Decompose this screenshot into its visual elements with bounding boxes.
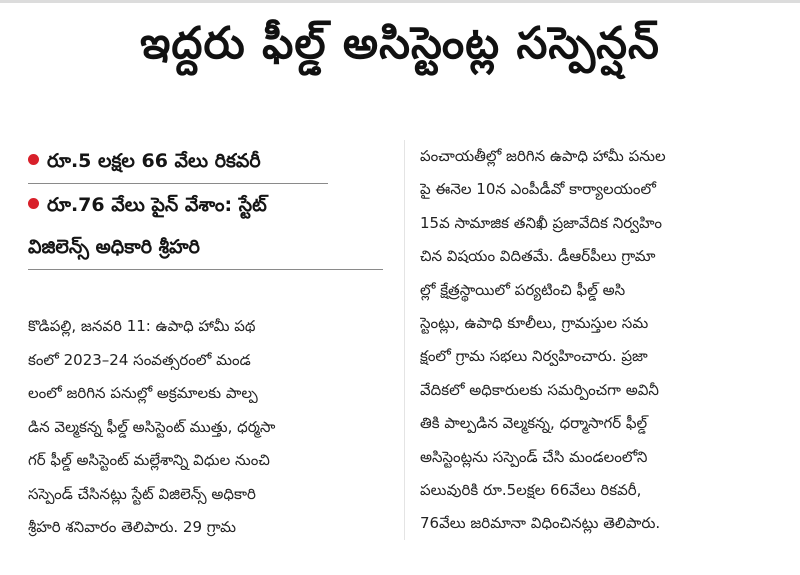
highlight-item-continued	[28, 226, 396, 268]
red-bullet-icon	[28, 154, 39, 165]
highlight-text: విజిలెన్స్ అధికారి శ్రీహరి	[28, 236, 200, 258]
body-line: పంచాయతీల్లో జరిగిన ఉపాధి హామీ పనుల	[420, 147, 666, 165]
top-rule	[0, 0, 800, 3]
body-line: 15వ సామాజిక తనిఖీ ప్రజావేదిక నిర్వహిం	[420, 213, 662, 232]
body-line: 76వేలు జరిమానా విధించినట్లు తెలిపారు.	[420, 514, 661, 533]
body-line: స్టెంట్లు, ఉపాధి కూలీలు, గ్రామస్తుల సమ	[420, 314, 649, 333]
headline: ఇద్దరు ఫీల్డ్ అసిస్టెంట్ల సస్పెన్షన్	[140, 18, 660, 69]
body-line: చిన విషయం విదితమే. డీఆర్‌పీలు గ్రామా	[420, 247, 656, 266]
body-line: వేదికలో అధికారులకు సమర్పించగా అవినీ	[420, 380, 659, 399]
body-line: పలువురికి రూ.5లక్షల 66వేలు రికవరీ,	[420, 481, 642, 500]
body-line: లంలో జరిగిన పనుల్లో అక్రమాలకు పాల్ప	[28, 384, 258, 402]
highlights-box	[28, 140, 396, 270]
body-line: అసిస్టెంట్లను సస్పెండ్ చేసి మండలంలోని	[420, 447, 648, 466]
red-bullet-icon	[28, 198, 39, 209]
body-line: ల్లో క్షేత్రస్థాయిలో పర్యటించి ఫీల్డ్ అసి	[420, 280, 626, 299]
body-line: కొడిపల్లి, జనవరి 11: ఉపాధి హామీ పథ	[28, 317, 256, 335]
highlight-text: రూ.76 వేలు పైన్ వేశాం: స్టేట్	[47, 194, 267, 216]
divider	[28, 269, 383, 270]
highlight-text: రూ.5 లక్షల 66 వేలు రికవరీ	[47, 150, 261, 172]
highlight-item	[28, 184, 396, 226]
body-line: శ్రీహరి శనివారం తెలిపారు. 29 గ్రామ	[28, 518, 237, 536]
column-divider	[404, 140, 405, 540]
body-line: డిన వెల్మకన్న ఫీల్డ్ అసిస్టెంట్ ముత్తు, ధర్మసా	[28, 417, 276, 436]
article-body-left	[28, 310, 396, 545]
body-line: గర్ ఫీల్డ్ అసిస్టెంట్ మల్లేశాన్ని విధుల నుంచి	[28, 451, 270, 469]
body-line: పై ఈనెల 10న ఎంపీడీవో కార్యాలయంలో	[420, 180, 656, 199]
body-line: తికి పాల్పడిన వెల్మకన్న, ధర్మాసాగర్ ఫీల్డ్	[420, 414, 648, 433]
body-line: సస్పెండ్ చేసినట్లు స్టేట్ విజిలెన్స్ అధికారి	[28, 484, 256, 503]
body-line: కంలో 2023–24 సంవత్సరంలో మండ	[28, 350, 251, 369]
body-line: క్షంలో గ్రామ సభలు నిర్వహించారు. ప్రజా	[420, 347, 648, 366]
article-body-right	[420, 140, 785, 541]
highlight-item	[28, 140, 396, 182]
